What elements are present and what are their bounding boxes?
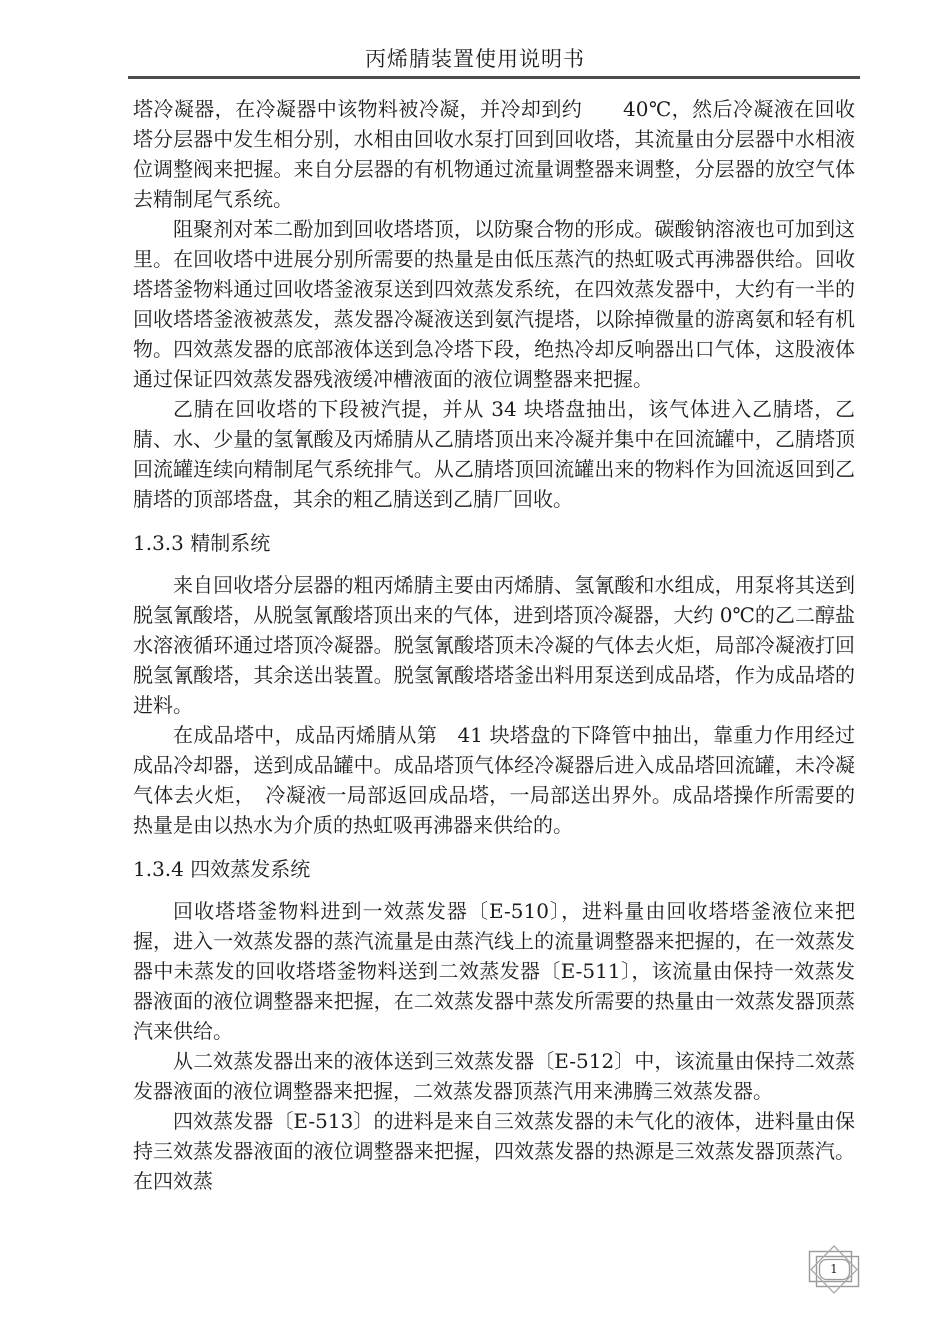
paragraph-evaporator-e512: 从二效蒸发器出来的液体送到三效蒸发器〔E-512〕中，该流量由保持二效蒸发器液面的液位调整器来把握，二效蒸发器顶蒸汽用来沸腾三效蒸发器。 [133, 1049, 855, 1103]
page-number-ornament [806, 1244, 862, 1296]
paragraph-evaporator-e510-e511: 回收塔塔釜物料进到一效蒸发器〔E-510〕，进料量由回收塔塔釜液位来把握，进入一效蒸发器的蒸汽流量是由蒸汽线上的流量调整器来把握的，在一效蒸发器中未蒸发的回收塔塔釜物料送到二效蒸发器〔E-511〕，该流量由保持一效蒸发器液面的液位调整器来把握，在二效蒸发器中蒸发所需要的热量由一效蒸发器顶蒸汽来供给。 [133, 899, 855, 1043]
paragraph-recovery-column-condenser: 塔冷凝器，在冷凝器中该物料被冷凝，并冷却到约 40℃，然后冷凝液在回收塔分层器中发生相分别，水相由回收水泵打回到回收塔，其流量由分层器中水相液位调整阀来把握。来自分层器的有机物通过流量调整器来调整，分层器的放空气体去精制尾气系统。 [133, 97, 855, 211]
section-heading-1-3-3: 1.3.3 精制系统 [133, 531, 271, 555]
paragraph-crude-acrylonitrile: 来自回收塔分层器的粗丙烯腈主要由丙烯腈、氢氰酸和水组成，用泵将其送到脱氢氰酸塔，从脱氢氰酸塔顶出来的气体，进到塔顶冷凝器，大约 0℃的乙二醇盐水溶液循环通过塔顶冷凝器。脱氢氰酸塔顶未冷凝的气体去火炬，局部冷凝液打回脱氢氰酸塔，其余送出装置。脱氢氰酸塔塔釜出料用泵送到成品塔，作为成品塔的进料。 [133, 573, 855, 717]
paragraph-evaporator-e513: 四效蒸发器〔E-513〕的进料是来自三效蒸发器的未气化的液体，进料量由保持三效蒸发器液面的液位调整器来把握，四效蒸发器的热源是三效蒸发器顶蒸汽。在四效蒸 [133, 1109, 855, 1193]
section-heading-1-3-4: 1.3.4 四效蒸发系统 [133, 857, 311, 881]
paragraph-product-column: 在成品塔中，成品丙烯腈从第 41 块塔盘的下降管中抽出，靠重力作用经过成品冷却器，送到成品罐中。成品塔顶气体经冷凝器后进入成品塔回流罐，未冷凝气体去火炬， 冷凝液一局部返回成品塔，一局部送出界外。成品塔操作所需要的热量是由以热水为介质的热虹吸再沸器来供给的。 [133, 723, 855, 837]
header-divider [128, 76, 860, 79]
paragraph-inhibitor-hydroquinone: 阻聚剂对苯二酚加到回收塔塔顶，以防聚合物的形成。碳酸钠溶液也可加到这里。在回收塔中进展分别所需要的热量是由低压蒸汽的热虹吸式再沸器供给。回收塔塔釜物料通过回收塔釜液泵送到四效蒸发系统，在四效蒸发器中，大约有一半的回收塔塔釜液被蒸发，蒸发器冷凝液送到氨汽提塔，以除掉微量的游离氨和轻有机物。四效蒸发器的底部液体送到急冷塔下段，绝热冷却反响器出口气体，这股液体通过保证四效蒸发器残液缓冲槽液面的液位调整器来把握。 [133, 217, 855, 391]
page-number: 1 [830, 1262, 838, 1276]
page-title: 丙烯腈装置使用说明书 [365, 47, 585, 71]
document-body [133, 94, 855, 1196]
paragraph-acetonitrile-stripping: 乙腈在回收塔的下段被汽提，并从 34 块塔盘抽出，该气体进入乙腈塔，乙腈、水、少量的氢氰酸及丙烯腈从乙腈塔顶出来冷凝并集中在回流罐中，乙腈塔顶回流罐连续向精制尾气系统排气。从乙腈塔顶回流罐出来的物料作为回流返回到乙腈塔的顶部塔盘，其余的粗乙腈送到乙腈厂回收。 [133, 397, 855, 511]
